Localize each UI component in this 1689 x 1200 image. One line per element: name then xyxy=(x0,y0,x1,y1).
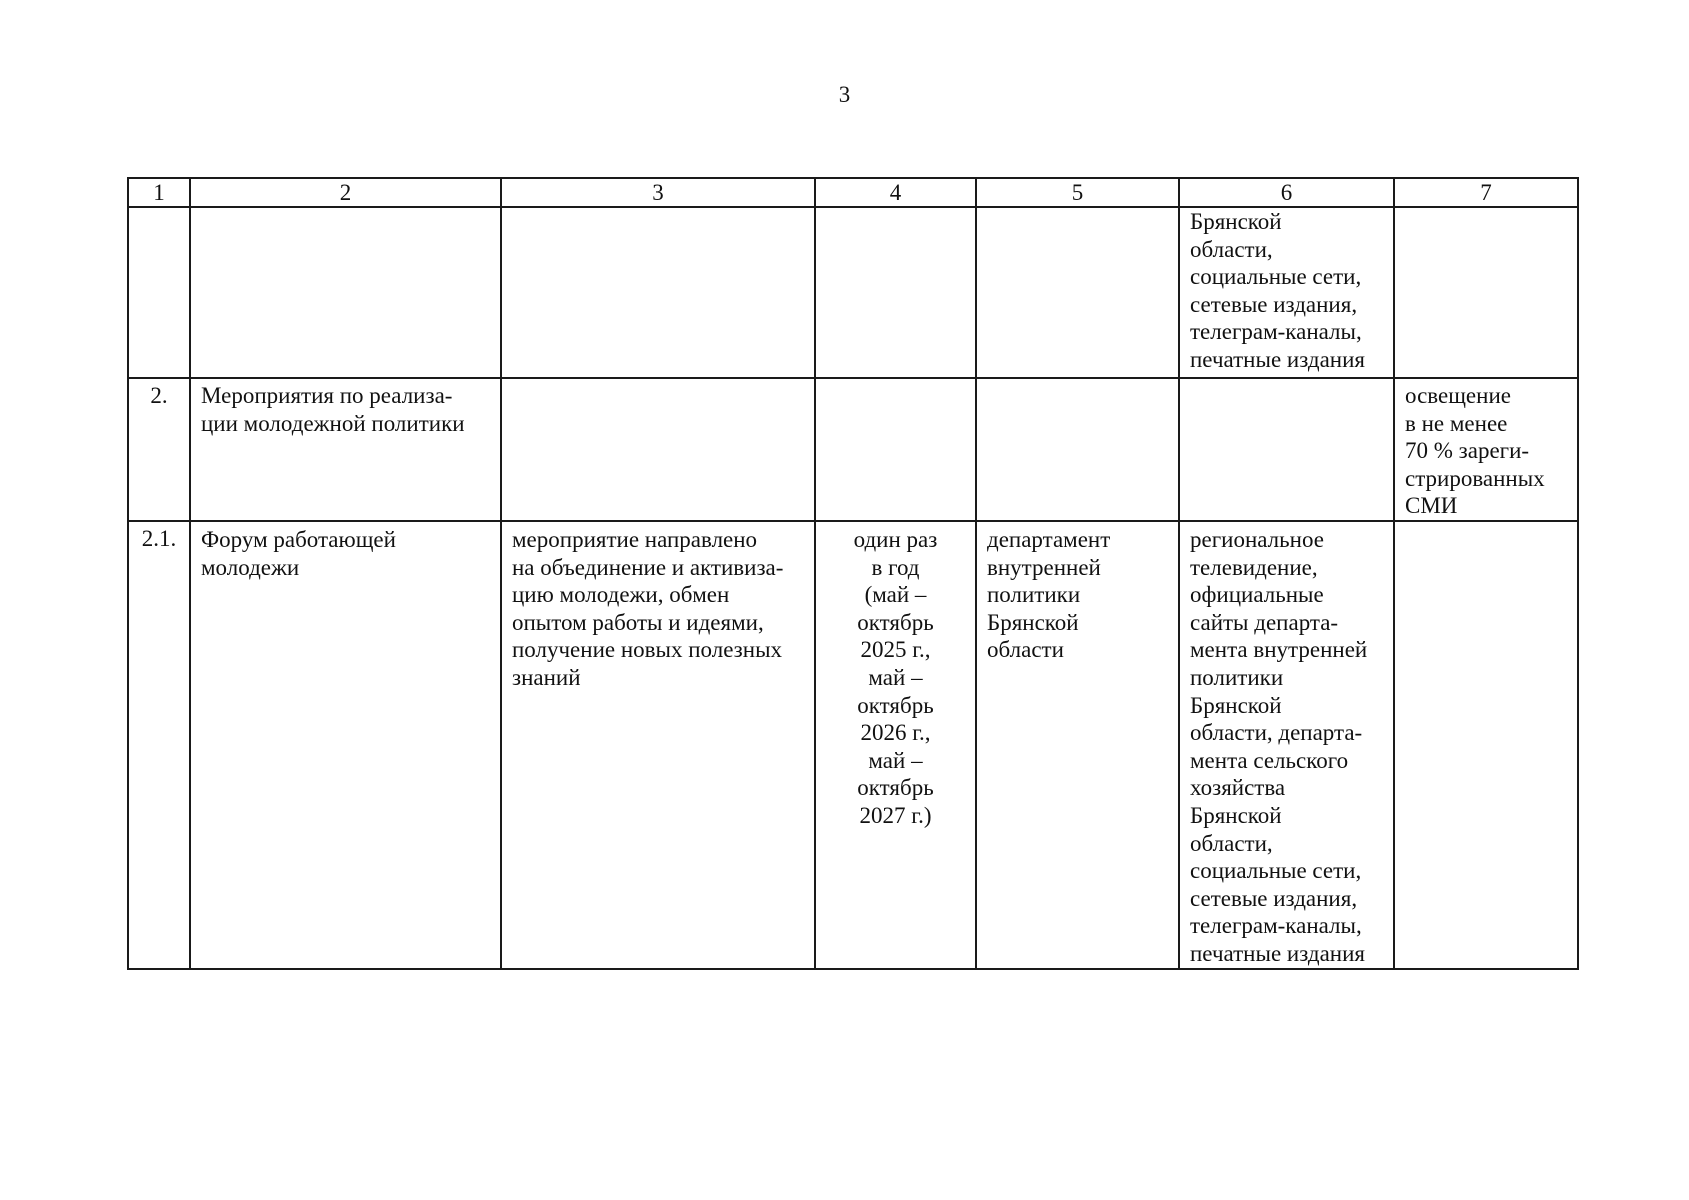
description-cell: мероприятие направлено на объединение и активиза- цию молодежи, обмен опытом работы и идеями, получение новых полезных знаний xyxy=(501,521,815,969)
result-cell xyxy=(1394,207,1578,378)
result-cell: освещение в не менее 70 % зареги- стрированных СМИ xyxy=(1394,378,1578,521)
media-cell: Брянской области, социальные сети, сетевые издания, телеграм-каналы, печатные издания xyxy=(1179,207,1394,378)
table-row xyxy=(128,378,1578,521)
column-header: 2 xyxy=(190,178,501,207)
responsible-cell xyxy=(976,378,1179,521)
table-row xyxy=(128,521,1578,969)
column-header: 7 xyxy=(1394,178,1578,207)
table-header-row xyxy=(128,178,1578,207)
event-name-cell xyxy=(190,207,501,378)
event-name-cell: Мероприятия по реализа- ции молодежной политики xyxy=(190,378,501,521)
table-row xyxy=(128,207,1578,378)
column-header: 1 xyxy=(128,178,190,207)
description-cell xyxy=(501,378,815,521)
column-header: 5 xyxy=(976,178,1179,207)
period-cell xyxy=(815,207,976,378)
page-number: 3 xyxy=(838,82,851,107)
media-cell: региональное телевидение, официальные сайты департа- мента внутренней политики Брянской области, департа- мента сельского хозяйства Брянской области, социальные сети, сетевые издания, телеграм-каналы, печатные издания xyxy=(1179,521,1394,969)
description-cell xyxy=(501,207,815,378)
column-header: 4 xyxy=(815,178,976,207)
column-header: 6 xyxy=(1179,178,1394,207)
event-name-cell: Форум работающей молодежи xyxy=(190,521,501,969)
row-number-cell: 2. xyxy=(128,378,190,521)
period-cell xyxy=(815,378,976,521)
column-header: 3 xyxy=(501,178,815,207)
row-number-cell: 2.1. xyxy=(128,521,190,969)
media-cell xyxy=(1179,378,1394,521)
responsible-cell xyxy=(976,207,1179,378)
row-number-cell xyxy=(128,207,190,378)
events-table xyxy=(127,177,1579,970)
responsible-cell: департамент внутренней политики Брянской области xyxy=(976,521,1179,969)
result-cell xyxy=(1394,521,1578,969)
period-cell: один раз в год (май – октябрь 2025 г., май – октябрь 2026 г., май – октябрь 2027 г.) xyxy=(815,521,976,969)
